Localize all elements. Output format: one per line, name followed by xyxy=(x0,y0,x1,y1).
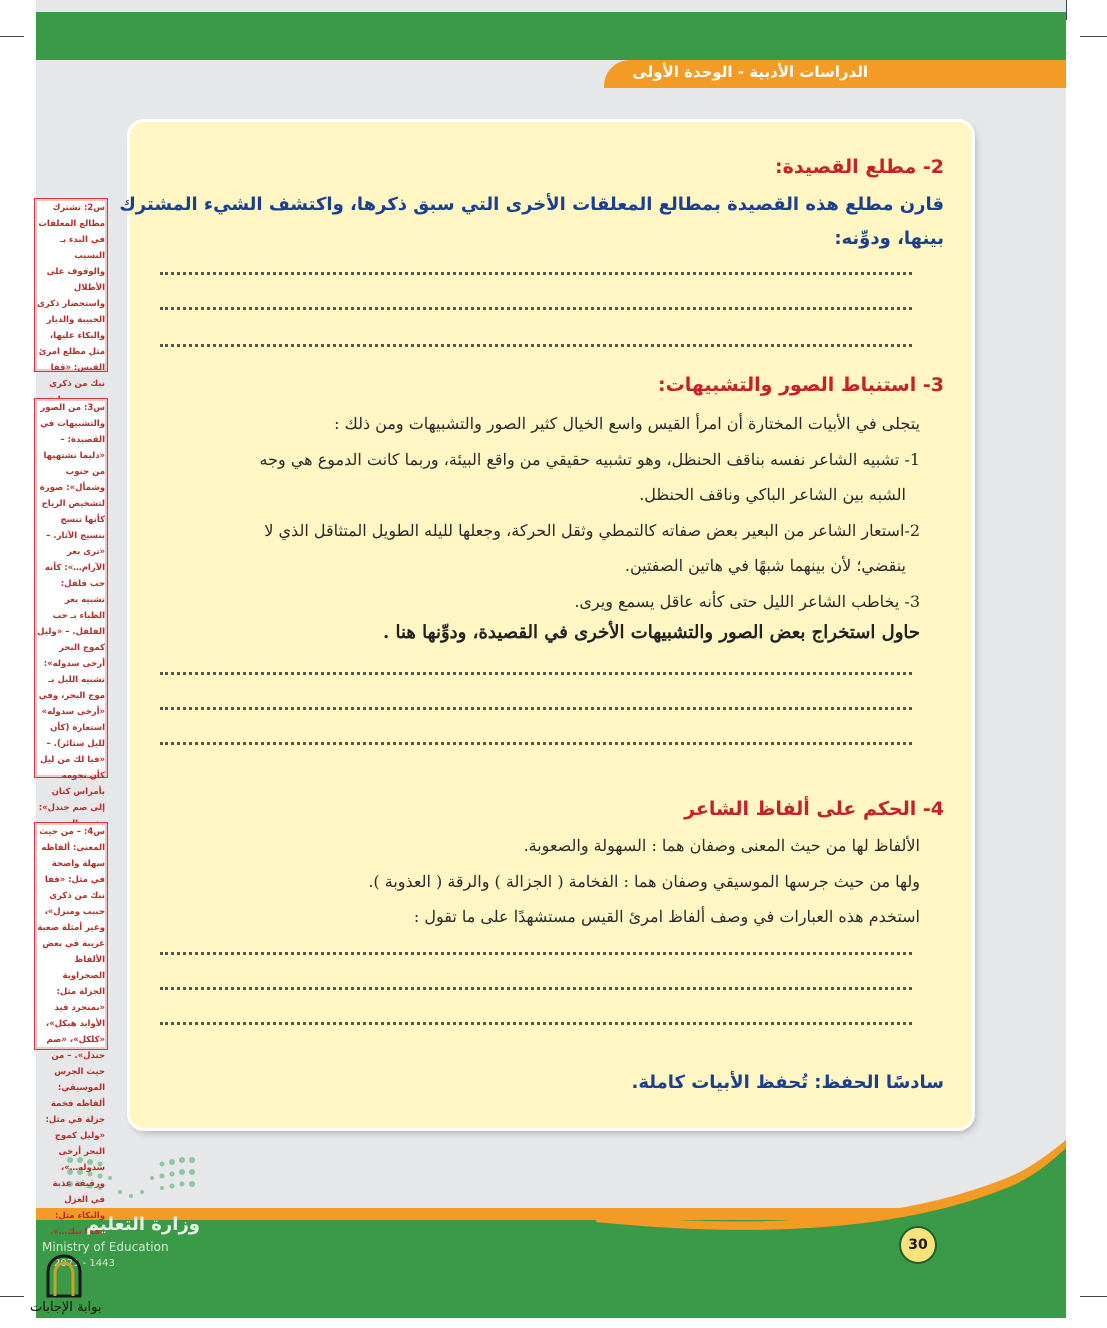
page-number: 30 xyxy=(899,1226,937,1264)
section4-line1: الألفاظ لها من حيث المعنى وصفان هما : السهولة والصعوبة. xyxy=(523,836,920,855)
answer-line[interactable] xyxy=(160,707,912,710)
side-note-q4: س4: – من حيث المعنى: ألفاظه سهلة واضحة في مثل: «قفا نبك من ذكرى حبيب ومنزل»، وغير أمثلة صعبة غريبة في بعض الألفاظ الصحراوية الجزلة مثل: «بمنجرد قيد الأوابد هيكل»، «كلكل»، «صم جندل». – من حيث الجرس الموسيقي: ألفاظه فخمة جزلة في مثل: «وليل كموج البحر أرخى سدوله…»، ورقيقة عذبة في الغزل والبكاء مثل: «قفا نبك…». xyxy=(34,822,108,1050)
answer-line[interactable] xyxy=(160,742,912,745)
portal-name: بوابة الإجابات xyxy=(30,1300,102,1315)
side-note-q2: س2: تشترك مطالع المعلقات في البدء بـ النسيب والوقوف على الأطلال واستحضار ذكرى الحبيبة والديار والبكاء عليها، مثل مطلع امرئ القيس: «قفا نبك من ذكرى xyxy=(34,198,108,372)
section4-heading: 4- الحكم على ألفاظ الشاعر xyxy=(684,798,944,820)
section3-item1-line1: 1- تشبيه الشاعر نفسه بناقف الحنظل، وهو تشبيه حقيقي من واقع البيئة، وربما كانت الدموع هي وجه xyxy=(259,450,920,469)
section3-item2-line2: ينقضي؛ لأن بينهما شبهًا في هاتين الصفتين. xyxy=(624,556,906,575)
textbook-page xyxy=(36,0,1066,1318)
crop-mark xyxy=(0,36,24,37)
answer-line[interactable] xyxy=(160,344,912,347)
ministry-year: 2021 - 1443 xyxy=(54,1258,115,1269)
unit-title: الدراسات الأدبية - الوحدة الأولى xyxy=(632,63,868,81)
answer-line[interactable] xyxy=(160,672,912,675)
crop-mark xyxy=(1080,36,1107,37)
section2-question-line1: قارن مطلع هذه القصيدة بمطالع المعلقات الأخرى التي سبق ذكرها، واكتشف الشيء المشترك xyxy=(119,194,944,215)
answer-line[interactable] xyxy=(160,1022,912,1025)
portal-gate-icon xyxy=(44,1254,84,1298)
footer-swoosh xyxy=(596,1140,1066,1250)
section4-line3: استخدم هذه العبارات في وصف ألفاظ امرئ القيس مستشهدًا على ما تقول : xyxy=(413,907,920,926)
answer-line[interactable] xyxy=(160,987,912,990)
section6-memorize: سادسًا الحفظ: تُحفظ الأبيات كاملة. xyxy=(631,1072,944,1093)
section3-item1-line2: الشبه بين الشاعر الباكي وناقف الحنظل. xyxy=(639,485,906,504)
answer-line[interactable] xyxy=(160,952,912,955)
side-note-q3: س3: من الصور والتشبيهات في القصيدة: – «دليما نشتهيها من جنوب وشمأل»: صورة لتشخيص الرياح كأنها تنسج بنسيج الآثار. – «ترى بعر الآرام…»: كأنه حب فلفل: تشبيه بعر الظباء بـ حب الفلفل. – «وليل كموج البحر أرخى سدوله»: تشبيه الليل بـ موج البحر، وفي «أرخى سدوله» استعارة (كأن لليل ستائر). – «فيا لك من ليل كأن نجومه بأمراس كتان إلى صم جندل»: xyxy=(34,398,108,778)
section3-item2-line1: 2-استعار الشاعر من البعير بعض صفاته كالتمطي وثقل الحركة، وجعلها لليله الطويل المتثاقل الذي لا xyxy=(264,521,920,540)
answer-line[interactable] xyxy=(160,307,912,310)
header-green-band xyxy=(36,12,1066,60)
section3-intro: يتجلى في الأبيات المختارة أن امرأ القيس واسع الخيال كثير الصور والتشبيهات ومن ذلك : xyxy=(334,414,920,433)
unit-title-tab xyxy=(604,60,1066,88)
section3-item3: 3- يخاطب الشاعر الليل حتى كأنه عاقل يسمع ويرى. xyxy=(574,592,920,611)
section3-task: حاول استخراج بعض الصور والتشبيهات الأخرى في القصيدة، ودوِّنها هنا . xyxy=(382,622,920,643)
section2-heading: 2- مطلع القصيدة: xyxy=(775,156,944,178)
section2-question-line2: بينها، ودوِّنه: xyxy=(834,228,944,249)
crop-mark xyxy=(0,1296,24,1297)
section3-heading: 3- استنباط الصور والتشبيهات: xyxy=(658,374,944,396)
crop-mark xyxy=(1080,1296,1107,1297)
content-card xyxy=(119,122,972,1128)
answer-line[interactable] xyxy=(160,272,912,275)
ministry-name-en: Ministry of Education xyxy=(42,1240,169,1254)
ministry-name-ar: وزارة التعليم xyxy=(85,1214,200,1235)
section4-line2: ولها من حيث جرسها الموسيقي وصفان هما : الفخامة ( الجزالة ) والرقة ( العذوبة ). xyxy=(368,872,920,891)
crop-mark xyxy=(1066,0,1067,20)
